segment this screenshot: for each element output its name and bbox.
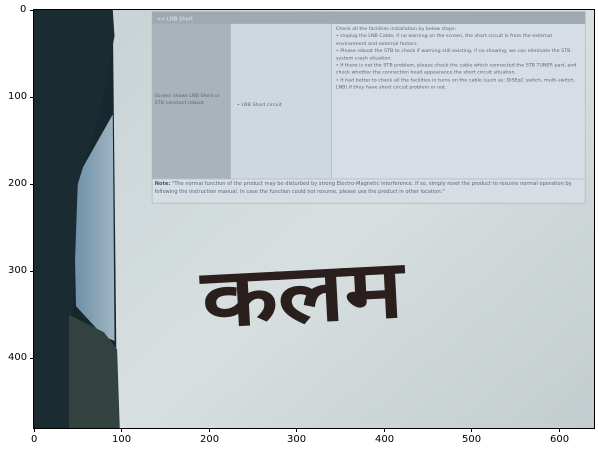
note-label: Note: — [154, 181, 171, 187]
symptom-cell: Screen shows LNB Short or STB constant reboot — [154, 93, 220, 106]
x-tick-label: 300 — [287, 434, 307, 445]
solution-step: • It had better to check all the facilities in turns on the cable (such as: DiSEqC switch, multi-switch, LNB) if they have short circuit problem or not. — [335, 77, 575, 91]
y-tick-label: 400 — [8, 352, 28, 363]
cause-cell: • LNB Short circuit — [237, 102, 282, 108]
note-text: "The normal function of the product may be disturbed by strong Electro-Magnetic interference. If so, simply reset the product to resume normal operation by following the instruction manual. In case the function could not resume, please use the product in other location." — [154, 181, 572, 195]
x-tick-label: 0 — [31, 434, 38, 445]
handwritten-word: कलम — [199, 243, 369, 346]
solution-step: • If there is not the STB problem, please check the cable which connected the STB TUNER part, and check whether the connection head appearance the short circuit situation. — [335, 63, 577, 76]
x-tick-label: 400 — [375, 434, 395, 445]
axes-frame — [34, 10, 594, 428]
x-tick-label: 600 — [550, 434, 570, 445]
table-heading: << LNB Short — [156, 16, 194, 23]
y-tick-label: 200 — [8, 178, 28, 189]
solution-title: Check all the facilities installation by below steps: — [335, 26, 457, 32]
solution-step: • Unplug the LNB Cable; if no warning on the screen, the short circuit is from the external environment and external factors. — [335, 33, 553, 47]
y-tick-label: 300 — [8, 265, 28, 276]
solution-step: • Please reboot the STB to check if warning still existing, if no showing, we can eliminate the STB system crash situation. — [335, 48, 571, 62]
x-tick-label: 500 — [462, 434, 482, 445]
y-tick-label: 100 — [8, 91, 28, 102]
x-tick-label: 100 — [112, 434, 132, 445]
x-tick-label: 200 — [200, 434, 220, 445]
y-tick-label: 0 — [20, 4, 27, 15]
